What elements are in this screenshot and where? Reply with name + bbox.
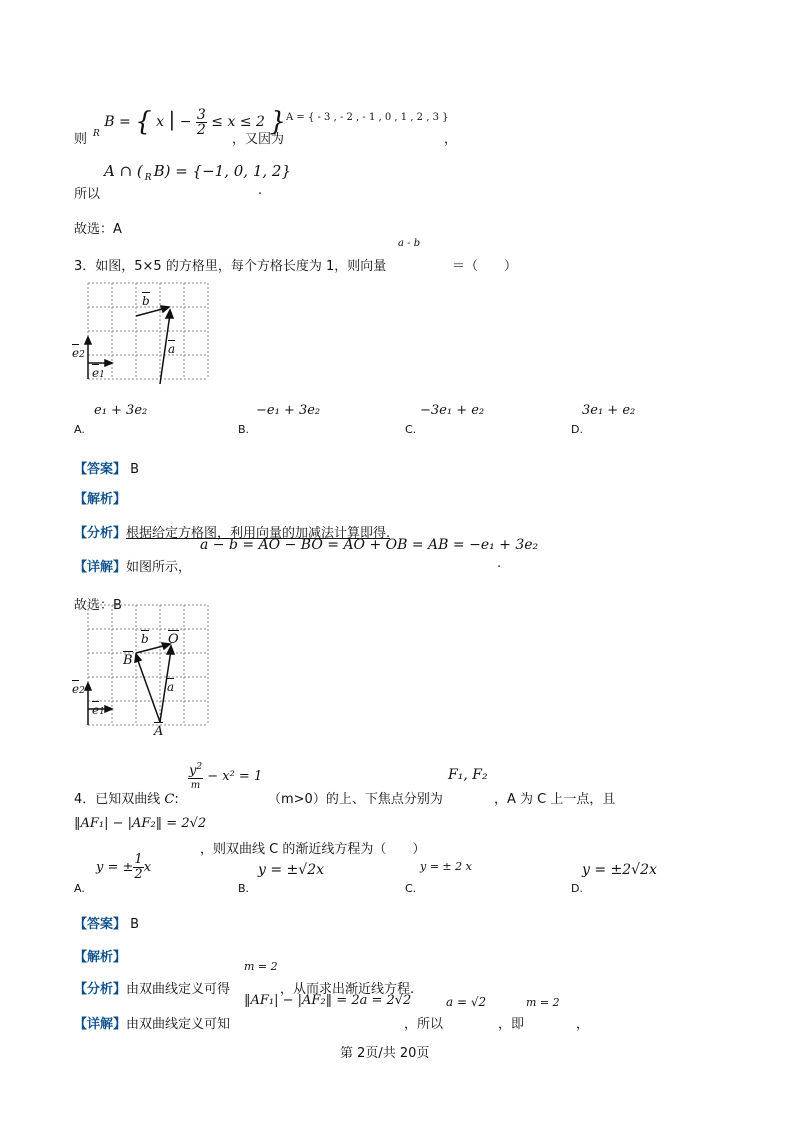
q4-xiangjie [74,1013,230,1032]
q3-stem-end: ＝（ ） [452,259,518,274]
q4-condition-math: ‖AF₁| − |AF₂‖ = 2√2 [74,816,207,831]
q3-xiangjie [74,556,191,575]
answer-value: B [130,462,140,477]
intersection-expr: A ∩ ( [104,162,143,180]
q4-analysis-label: 【解析】 [74,950,127,965]
q4-stem [74,788,179,807]
q4-fenxi-end: ，从而求出渐近线方程. [280,982,415,997]
q2-set-A: A = { - 3 , - 2 , - 1 , 0 , 1 , 2 , 3 } [286,112,449,123]
fenxi-label: 【分析】 [74,982,127,997]
answer-value: B [130,917,140,932]
fenxi-text: 由双曲线定义可得 [126,982,231,997]
q4-answer [74,913,139,932]
q2-line2-prefix: 所以 [74,187,101,202]
q2-line1-mid: ，又因为 [232,132,285,147]
q3-xiangjie-math: a − b = AO − BO = AO + OB = AB = −e₁ + 3e₂ [200,537,539,553]
fig2-label-a: a [167,680,175,694]
q3-option-c-expr: −3e₁ + e₂ [420,403,485,418]
q4-option-b-expr: y = ±√2x [258,862,324,878]
q3-option-c-letter: C. [405,423,417,436]
q4-xiangjie-end: ， [576,1017,590,1032]
minus-sign: − [179,114,192,130]
q3-option-d-letter: D. [571,423,583,436]
equals-sign: = [118,114,131,130]
fig2-label-b: b [141,632,149,646]
q4-fenxi-math: m = 2 [244,960,278,973]
q2-choose: 故选：A [74,222,122,237]
brace-open: { [135,107,152,137]
q3-option-b-letter: B. [238,423,250,436]
q4-foci: F₁, F₂ [448,767,488,783]
q4-option-d-expr: y = ±2√2x [582,862,657,878]
fig1-label-b: b [142,294,150,308]
q3-option-a-expr: e₁ + 3e₂ [94,403,148,418]
xiangjie-label: 【详解】 [74,1017,127,1032]
complement-sub: R [93,129,100,139]
set-inequality: ≤ x ≤ 2 [211,114,265,130]
q4-xiangjie-m: m = 2 [526,996,560,1009]
fig1-label-e2: e2 [72,346,85,360]
answer-label: 【答案】 [74,917,127,932]
q4-xiangjie-mid: ，所以 [404,1017,444,1032]
q4-xiangjie-math: ‖AF₁| − |AF₂‖ = 2a = 2√2 [244,993,412,1008]
q3-stem: 3．如图，5×5 的方格里，每个方格长度为 1，则向量 [74,259,387,274]
q4-option-c-expr: y = ± 2 x [420,860,472,873]
q4-option-b-letter: B. [238,882,250,895]
q3-analysis-label: 【解析】 [74,492,127,507]
stem-colon: : [174,792,179,807]
xiangjie-label: 【详解】 [74,560,127,575]
q4-equation [188,760,262,793]
answer-label: 【答案】 [74,462,127,477]
q4-xiangjie-ji: ，即 [498,1017,525,1032]
q3-stem-vector: a - b [398,238,421,249]
q4-option-c-letter: C. [405,882,417,895]
set-var-x: x [156,114,165,130]
fenxi-text: 根据给定方格图，利用向量的加减法计算即得. [126,526,391,541]
option-a-fraction: $\frac{1}{2}$ [134,852,143,882]
fig2-label-A: A [154,724,164,739]
fenxi-label: 【分析】 [74,526,127,541]
q2-line1-end: ， [444,132,458,147]
q4-fenxi [74,978,230,997]
equation-fraction [188,760,203,793]
complement-sub: R [144,173,152,183]
q3-xiangjie-end: . [497,556,502,571]
fraction-numerator: 3 [196,106,206,123]
equation-denominator: m [190,780,201,792]
q3-answer [74,458,139,477]
fig1-label-e1: e1 [92,366,105,380]
q3-option-b-expr: −e₁ + 3e₂ [256,403,321,418]
fig2-label-e1: e1 [92,703,105,717]
q2-line1-prefix: 则 [74,132,88,147]
intersection-result: B) = {−1, 0, 1, 2} [153,162,291,180]
stem-prefix: 4．已知双曲线 [74,792,161,807]
q4-option-d-letter: D. [571,882,583,895]
q4-option-a-expr: y = ± $\frac{1}{2}$ x [96,852,152,882]
q4-xiangjie-a: a = √2 [446,995,487,1009]
q3-option-d-expr: 3e₁ + e₂ [582,403,636,418]
xiangjie-text: 由双曲线定义可知 [126,1017,231,1032]
fig2-label-O: O [168,632,179,647]
q3-choose: 故选：B [74,598,122,613]
q4-condition-text: ，则双曲线 C 的渐近线方程为（ ） [200,842,426,857]
q3-option-a-letter: A. [74,423,85,436]
fig1-label-a: a [168,342,176,356]
fig2-label-e2: e2 [72,682,85,696]
equation-rest: − x² = 1 [207,769,263,785]
q4-option-a-letter: A. [74,882,85,895]
stem-C: C [164,792,175,807]
page-footer: 第 2页/共 20页 [340,1046,430,1061]
xiangjie-text: 如图所示， [126,560,192,575]
q2-line2-math [104,162,291,183]
fig2-label-B: B [123,653,133,668]
equation-numerator: $y^2$ [189,762,203,779]
brace-close: } [269,107,286,137]
set-bar: | [168,107,176,131]
fraction-3-2 [196,108,207,137]
q4-stem-A: ，A 为 C 上一点，且 [494,792,616,807]
q2-line2-end: . [258,183,263,198]
fraction-denominator: 2 [196,121,206,138]
q4-stem-cond: （m>0）的上、下焦点分别为 [268,792,443,807]
set-B: B [104,114,115,130]
